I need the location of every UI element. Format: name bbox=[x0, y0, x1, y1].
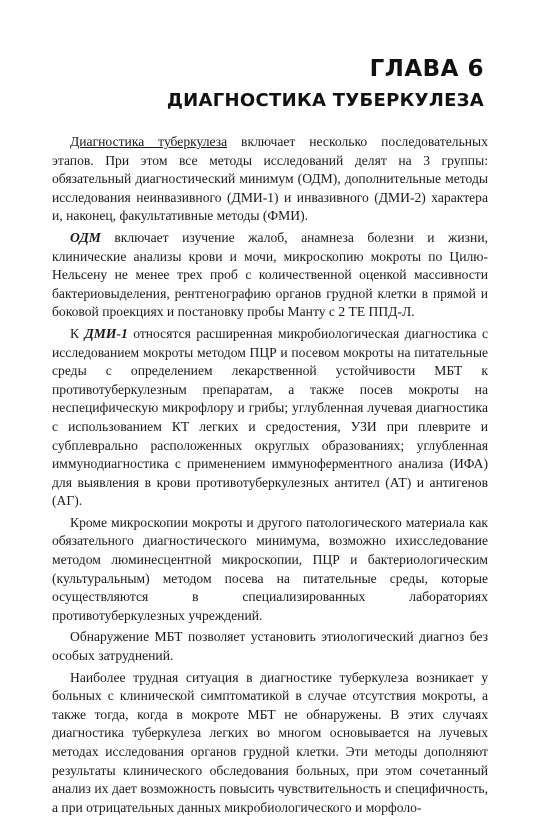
paragraph-text: относятся расширенная микробиологическая диагностика с исследованием мокроты методом ПЦР и посевом мокроты на питательные среды с определением лекарственной устойчивости МБТ к противотуберкулезным препаратам, а также посев мокроты на неспецифическую микрофлору и грибы; углубленная лучевая диагностика с использованием КТ легких и средостения, УЗИ при плеврите и субплеврально расположенных округлых образованиях; углубленная иммунодиагностика с применением иммуноферментного анализа (ИФА) для выявления в крови противотуберкулезных антител (АТ) и антигенов (АГ). bbox=[52, 325, 488, 509]
paragraph-prefix: К bbox=[70, 325, 85, 341]
body-text bbox=[52, 133, 488, 820]
paragraph-text: включает несколько последовательных этапов. При этом все методы исследований делят на 3 группы: обязательный диагностический минимум (ОДМ), дополнительные методы исследования неинвазивного (ДМИ-1) и инвазивного (ДМИ-2) характера и, наконец, факультативные методы (ФМИ). bbox=[52, 134, 488, 224]
paragraph-1 bbox=[52, 133, 488, 226]
chapter-title: ДИАГНОСТИКА ТУБЕРКУЛЕЗА bbox=[166, 90, 484, 111]
paragraph-6: Наиболее трудная ситуация в диагностике туберкулеза возникает у больных с клинической симптоматикой в случае отсутствия мокроты, а также тогда, когда в мокроте МБТ не обнаружены. В этих случаях диагностика туберкулеза легких во многом основывается на лучевых методах исследования органов грудной клетки. Эти методы дополняют результаты клинического обследования больных, при этом сочетанный анализ их дает возможность повысить чувствительность и специфичность, а при отрицательных данных микробиологического и морфоло- bbox=[52, 669, 488, 815]
term-dmi-1: ДМИ-1 bbox=[84, 325, 128, 341]
term-odm: ОДМ bbox=[70, 229, 101, 245]
paragraph-4: Кроме микроскопии мокроты и другого патологического материала как обязательного диагностического минимума, возможно ихисследование методом люминесцентной микроскопии, ПЦР и бактериологическим (культуральным) методом посева на питательные среды, которые осуществляются в специализированных лабораториях противотуберкулезных учреждений. bbox=[52, 514, 488, 623]
paragraph-text: включает изучение жалоб, анамнеза болезни и жизни, клинические анализы крови и мочи, микроскопию мокроты по Цилю-Нельсену не менее трех проб с количественной оценкой массивности бактериовыделения, рентгенографию органов грудной клетки в прямой и боковой проекциях и постановку пробы Манту с 2 ТЕ ППД-Л. bbox=[52, 229, 488, 320]
paragraph-lead: Диагностика туберкулеза bbox=[70, 134, 228, 149]
paragraph-3 bbox=[52, 325, 488, 511]
paragraph-5: Обнаружение МБТ позволяет установить этиологический диагноз без особых затруднений. bbox=[52, 629, 488, 664]
paragraph-2 bbox=[52, 229, 488, 322]
chapter-number: ГЛАВА 6 bbox=[369, 56, 484, 82]
